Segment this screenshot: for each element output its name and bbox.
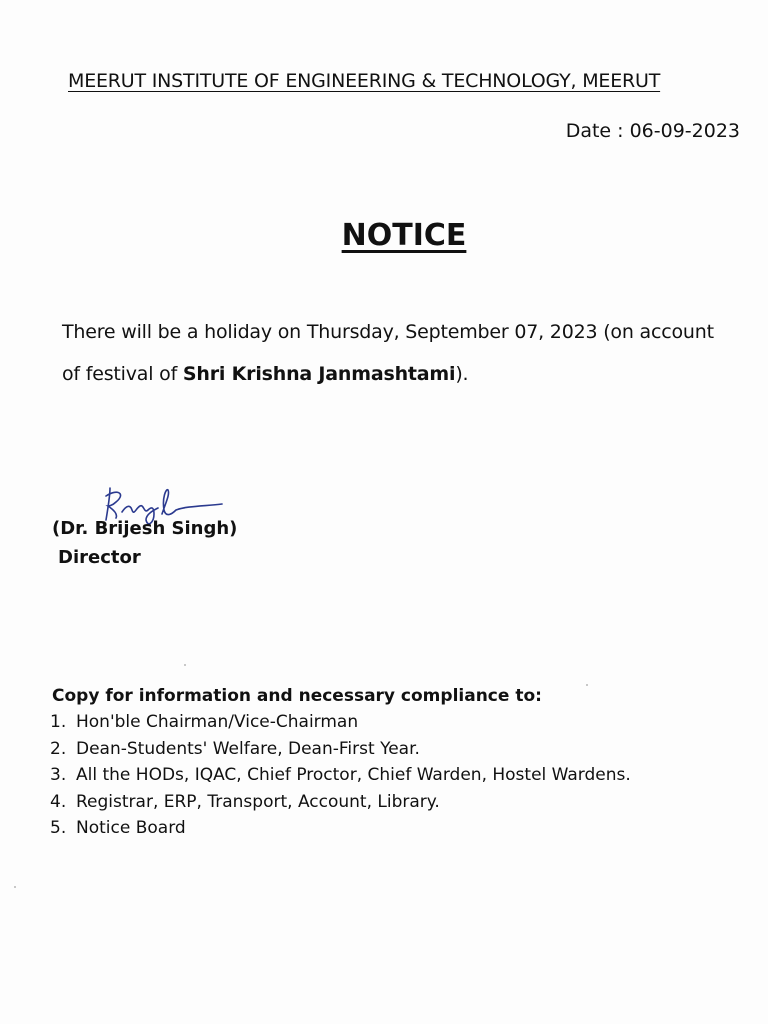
list-item: 1. Hon'ble Chairman/Vice-Chairman: [50, 712, 359, 732]
list-item: 5. Notice Board: [50, 818, 186, 838]
copy-to-list: [50, 712, 631, 845]
notice-body-line-2: [62, 363, 468, 385]
list-item: 2. Dean-Students' Welfare, Dean-First Year.: [50, 738, 420, 759]
institute-name: MEERUT INSTITUTE OF ENGINEERING & TECHNOLOGY, MEERUT: [68, 70, 661, 92]
scan-speck: [586, 684, 588, 686]
notice-title: NOTICE: [341, 218, 467, 253]
list-item: 3. All the HODs, IQAC, Chief Proctor, Chief Warden, Hostel Wardens.: [50, 765, 631, 785]
signatory-name: (Dr. Brijesh Singh): [52, 518, 238, 539]
notice-date: Date : 06-09-2023: [565, 120, 740, 142]
festival-name: Shri Krishna Janmashtami: [182, 363, 456, 385]
scan-speck: [14, 886, 16, 888]
copy-to-heading: Copy for information and necessary compliance to:: [52, 686, 542, 706]
notice-body-line-2-suffix: ).: [455, 363, 469, 385]
notice-body-line-2-prefix: of festival of: [62, 363, 183, 385]
notice-body-line-1: There will be a holiday on Thursday, September 07, 2023 (on account: [62, 321, 714, 343]
scan-speck: [184, 664, 186, 666]
list-item: 4. Registrar, ERP, Transport, Account, Library.: [50, 791, 440, 812]
signatory-title: Director: [58, 547, 141, 568]
